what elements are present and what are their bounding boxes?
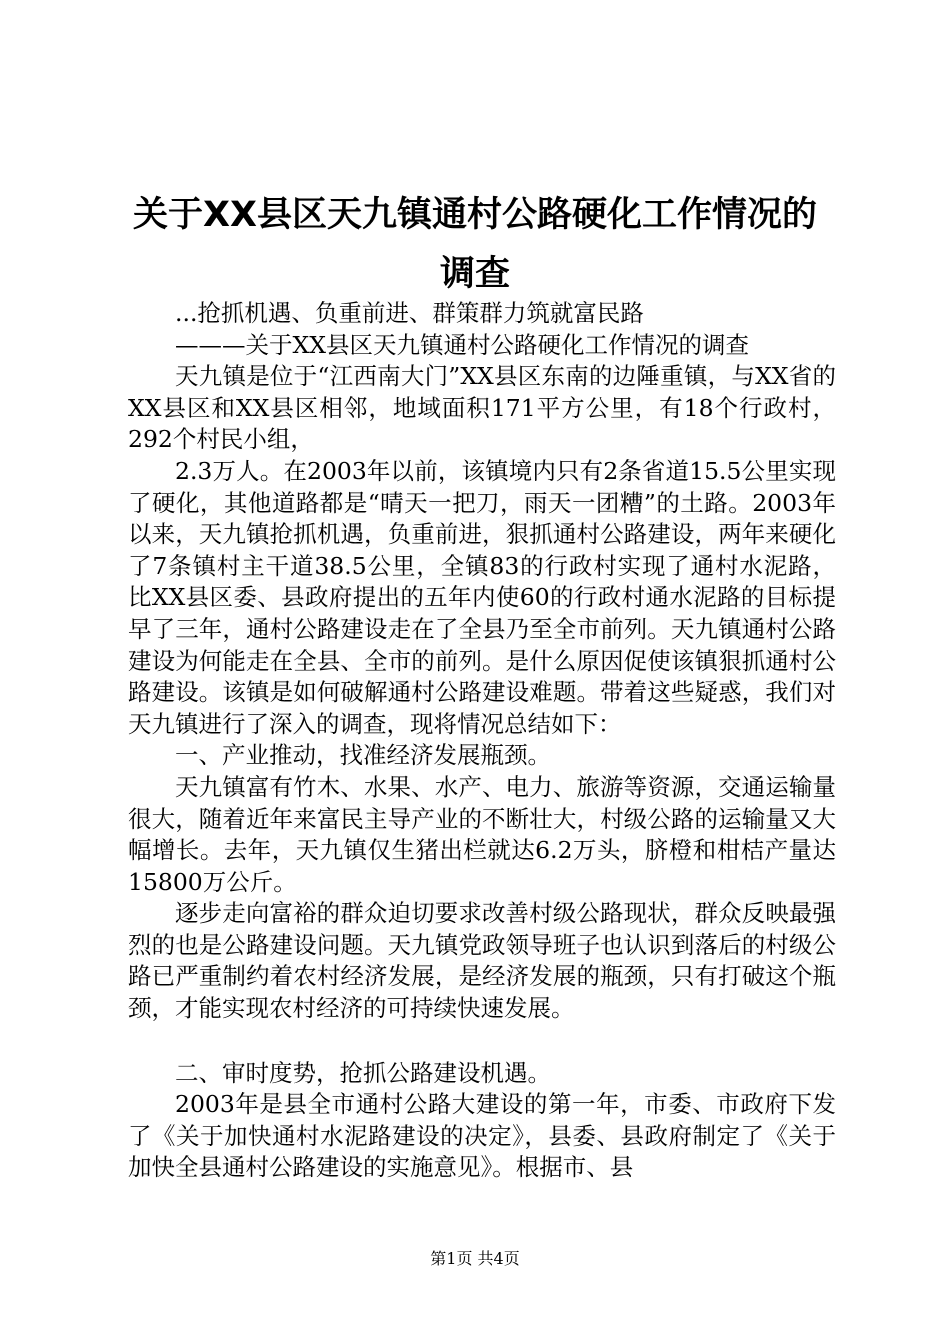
body-paragraph: 天九镇富有竹木、水果、水产、电力、旅游等资源，交通运输量很大，随着近年来富民主导产业的不断壮大，村级公路的运输量又大幅增长。去年，天九镇仅生猪出栏就达6.2万头，脐橙和柑桔产量达15800万公斤。: [128, 772, 836, 896]
section-heading: 一、产业推动，找准经济发展瓶颈。: [175, 741, 551, 770]
document-title-line-1: 关于XX县区天九镇通村公路硬化工作情况的: [133, 195, 817, 235]
body-paragraph: 逐步走向富裕的群众迫切要求改善村级公路现状，群众反映最强烈的也是公路建设问题。天九镇党政领导班子也认识到落后的村级公路已严重制约着农村经济发展，是经济发展的瓶颈，只有打破这个瓶颈，才能实现农村经济的可持续快速发展。: [128, 899, 836, 1023]
body-paragraph: 2003年是县全市通村公路大建设的第一年，市委、市政府下发了《关于加快通村水泥路建设的决定》，县委、县政府制定了《关于加快全县通村公路建设的实施意见》。根据市、县: [128, 1090, 836, 1182]
document-title-line-2: 调查: [439, 254, 510, 294]
body-paragraph: 2.3万人。在2003年以前，该镇境内只有2条省道15.5公里实现了硬化，其他道路都是“晴天一把刀，雨天一团糟”的土路。2003年以来，天九镇抢抓机遇，负重前进，狠抓通村公路建设，两年来硬化了7条镇村主干道38.5公里，全镇83的行政村实现了通村水泥路，比XX县区委、县政府提出的五年内使60的行政村通水泥路的目标提早了三年，通村公路建设走在了全县乃至全市前列。天九镇通村公路建设为何能走在全县、全市的前列。是什么原因促使该镇狠抓通村公路建设。该镇是如何破解通村公路建设难题。带着这些疑惑，我们对天九镇进行了深入的调查，现将情况总结如下：: [128, 456, 836, 738]
section-heading: 二、审时度势，抢抓公路建设机遇。: [175, 1058, 551, 1087]
subtitle-paragraph: ———关于XX县区天九镇通村公路硬化工作情况的调查: [175, 330, 749, 359]
document-body: [128, 298, 836, 1184]
body-paragraph: 天九镇是位于“江西南大门”XX县区东南的边陲重镇，与XX省的XX县区和XX县区相邻，地域面积171平方公里，有18个行政村，292个村民小组，: [128, 362, 836, 454]
subtitle-paragraph: ...抢抓机遇、负重前进、群策群力筑就富民路: [175, 299, 644, 327]
page-number-footer: 第1页 共4页: [430, 1249, 520, 1268]
